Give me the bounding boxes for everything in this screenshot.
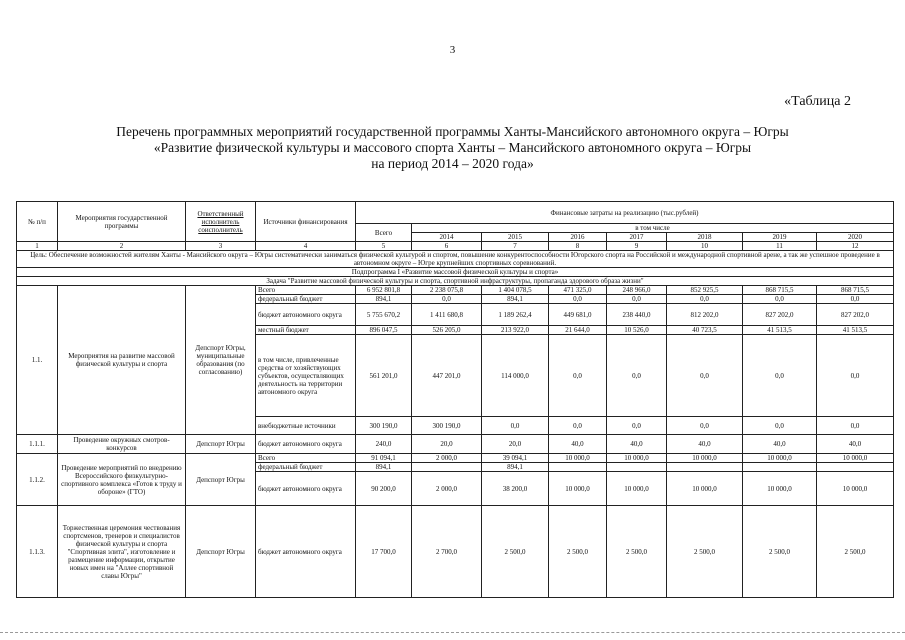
row-num: 1.1.2.: [17, 454, 58, 506]
cell-value: 0,0: [817, 335, 894, 417]
cell-value: 2 238 075,8: [412, 286, 482, 295]
row-name: Проведение мероприятий по внедрению Всероссийского физкультурно-спортивного комплекса «Готов к труду и обороне» (ГТО): [58, 454, 186, 506]
header-year: 2016: [549, 233, 607, 242]
cell-value: 852 925,5: [667, 286, 743, 295]
cell-value: 300 190,0: [412, 417, 482, 435]
cell-value: 2 500,0: [549, 506, 607, 598]
cell-value: 1 411 680,8: [412, 304, 482, 326]
cell-value: 0,0: [549, 417, 607, 435]
row-responsible: Депспорт Югры: [186, 435, 256, 454]
cell-value: 1 404 078,5: [482, 286, 549, 295]
cell-value: 894,1: [482, 295, 549, 304]
cell-total: 90 200,0: [356, 472, 412, 506]
subprogram-row: Подпрограмма I «Развитие массовой физической культуры и спорта»: [17, 268, 894, 277]
table-row: [17, 286, 894, 295]
cell-value: 449 681,0: [549, 304, 607, 326]
cell-value: 40,0: [743, 435, 817, 454]
row-source: бюджет автономного округа: [256, 506, 356, 598]
column-number: 7: [482, 242, 549, 251]
header-year: 2014: [412, 233, 482, 242]
cell-value: 827 202,0: [817, 304, 894, 326]
cell-value: [412, 463, 482, 472]
row-source: внебюджетные источники: [256, 417, 356, 435]
title-line-3: на период 2014 – 2020 года»: [371, 156, 534, 171]
cell-value: [667, 463, 743, 472]
title-line-2: «Развитие физической культуры и массового спорта Ханты – Мансийского автономного округа – Югры: [153, 140, 752, 155]
cell-value: 0,0: [607, 295, 667, 304]
header-year: 2015: [482, 233, 549, 242]
header-including: в том числе: [412, 224, 894, 233]
row-source: в том числе, привлеченные средства от хозяйствующих субъектов, осуществляющих деятельность на территории автономного округа: [256, 335, 356, 417]
column-number: 6: [412, 242, 482, 251]
cell-value: 10 000,0: [607, 454, 667, 463]
cell-value: 0,0: [667, 417, 743, 435]
row-source: федеральный бюджет: [256, 295, 356, 304]
cell-value: 0,0: [667, 335, 743, 417]
cell-total: 896 047,5: [356, 326, 412, 335]
cell-value: 10 526,0: [607, 326, 667, 335]
column-number: 1: [17, 242, 58, 251]
cell-value: 20,0: [412, 435, 482, 454]
cell-value: 2 700,0: [412, 506, 482, 598]
cell-value: 38 200,0: [482, 472, 549, 506]
cell-total: 894,1: [356, 463, 412, 472]
cell-value: 40 723,5: [667, 326, 743, 335]
cell-value: 0,0: [743, 335, 817, 417]
header-measures: Мероприятия государственной программы: [58, 202, 186, 242]
header-responsible-top: Ответственный исполнитель: [197, 209, 244, 226]
cell-value: 2 000,0: [412, 454, 482, 463]
cell-value: 40,0: [549, 435, 607, 454]
cell-value: 868 715,5: [743, 286, 817, 295]
column-number: 4: [256, 242, 356, 251]
cell-value: 41 513,5: [743, 326, 817, 335]
cell-value: 0,0: [549, 295, 607, 304]
cell-value: 868 715,5: [817, 286, 894, 295]
row-name: Торжественная церемония чествования спортсменов, тренеров и специалистов физической культуры и спорта "Спортивная элита", изготовление и размещение информации, открытие новых имен на "Аллее спортивной славы Югры": [58, 506, 186, 598]
cell-value: 0,0: [667, 295, 743, 304]
table-row: [17, 506, 894, 598]
cell-value: [549, 463, 607, 472]
cell-value: 10 000,0: [817, 472, 894, 506]
header-year: 2018: [667, 233, 743, 242]
table-row: [17, 454, 894, 463]
column-number: 11: [743, 242, 817, 251]
row-num: 1.1.1.: [17, 435, 58, 454]
cell-value: 238 440,0: [607, 304, 667, 326]
column-number: 8: [549, 242, 607, 251]
cell-value: 1 189 262,4: [482, 304, 549, 326]
cell-value: 526 205,0: [412, 326, 482, 335]
row-source: бюджет автономного округа: [256, 472, 356, 506]
cell-value: 2 500,0: [743, 506, 817, 598]
program-table-wrapper: [16, 201, 893, 598]
cell-value: 10 000,0: [743, 472, 817, 506]
header-responsible-bottom: соисполнитель: [198, 225, 243, 234]
cell-value: 827 202,0: [743, 304, 817, 326]
program-table: [16, 201, 894, 598]
cell-value: 2 500,0: [482, 506, 549, 598]
row-responsible: Депспорт Югры: [186, 454, 256, 506]
row-source: Всего: [256, 286, 356, 295]
cell-value: 0,0: [743, 417, 817, 435]
cell-value: 2 500,0: [607, 506, 667, 598]
header-finance: Финансовые затраты на реализацию (тыс.рублей): [356, 202, 894, 224]
row-num: 1.1.3.: [17, 506, 58, 598]
row-responsible: Депспорт Югры, муниципальные образования (по согласованию): [186, 286, 256, 435]
cell-total: 17 700,0: [356, 506, 412, 598]
row-source: Всего: [256, 454, 356, 463]
row-name: Мероприятия на развитие массовой физической культуры и спорта: [58, 286, 186, 435]
cell-total: 5 755 670,2: [356, 304, 412, 326]
page-number: 3: [449, 44, 456, 56]
cell-value: 0,0: [817, 295, 894, 304]
title-line-1: Перечень программных мероприятий государственной программы Ханты-Мансийского автономного округа – Югры: [116, 124, 789, 139]
cell-total: 6 952 801,8: [356, 286, 412, 295]
cell-value: 894,1: [482, 463, 549, 472]
cell-value: [743, 463, 817, 472]
cell-total: 561 201,0: [356, 335, 412, 417]
cell-value: 812 202,0: [667, 304, 743, 326]
row-responsible: Депспорт Югры: [186, 506, 256, 598]
row-source: федеральный бюджет: [256, 463, 356, 472]
cell-value: 20,0: [482, 435, 549, 454]
column-number: 12: [817, 242, 894, 251]
table-row: [17, 435, 894, 454]
cell-total: 300 190,0: [356, 417, 412, 435]
cell-value: 10 000,0: [667, 472, 743, 506]
header-sources: Источники финансирования: [256, 202, 356, 242]
header-total: Всего: [356, 224, 412, 242]
cell-value: 10 000,0: [549, 454, 607, 463]
table-label: «Таблица 2: [784, 94, 851, 109]
cell-value: 41 513,5: [817, 326, 894, 335]
cell-value: 2 000,0: [412, 472, 482, 506]
cell-value: 39 094,1: [482, 454, 549, 463]
column-number: 2: [58, 242, 186, 251]
cell-value: 0,0: [549, 335, 607, 417]
header-responsible: [186, 202, 256, 242]
cell-value: 0,0: [607, 417, 667, 435]
cell-value: 2 500,0: [667, 506, 743, 598]
cell-value: 213 922,0: [482, 326, 549, 335]
cell-value: 2 500,0: [817, 506, 894, 598]
column-number: 10: [667, 242, 743, 251]
document-title: [0, 124, 905, 172]
header-year: 2017: [607, 233, 667, 242]
cell-value: 10 000,0: [549, 472, 607, 506]
header-year: 2020: [817, 233, 894, 242]
row-source: бюджет автономного округа: [256, 304, 356, 326]
page-bottom-rule: [0, 632, 905, 633]
header-year: 2019: [743, 233, 817, 242]
cell-value: 447 201,0: [412, 335, 482, 417]
cell-value: [607, 463, 667, 472]
row-source: местный бюджет: [256, 326, 356, 335]
row-source: бюджет автономного округа: [256, 435, 356, 454]
row-name: Проведение окружных смотров-конкурсов: [58, 435, 186, 454]
cell-value: 10 000,0: [743, 454, 817, 463]
cell-value: [817, 463, 894, 472]
goal-row: Цель: Обеспечение возможностей жителям Ханты - Мансийского округа – Югры систематически заниматься физической культурой и спортом, повышение конкурентоспособности Югорского спорта на Российской и международной спортивной арене, а так же успешное проведение в автономном округе – Югре крупнейших спортивных соревнований.: [17, 251, 894, 268]
cell-value: 0,0: [412, 295, 482, 304]
cell-value: 0,0: [607, 335, 667, 417]
column-number: 9: [607, 242, 667, 251]
header-num: № п/п: [17, 202, 58, 242]
cell-value: 248 966,0: [607, 286, 667, 295]
cell-total: 894,1: [356, 295, 412, 304]
cell-value: 40,0: [817, 435, 894, 454]
cell-value: 10 000,0: [817, 454, 894, 463]
cell-value: 0,0: [817, 417, 894, 435]
column-number: 5: [356, 242, 412, 251]
task-row: Задача "Развитие массовой физической культуры и спорта, спортивной инфраструктуры, пропаганда здорового образа жизни": [17, 277, 894, 286]
cell-value: 0,0: [482, 417, 549, 435]
cell-value: 114 000,0: [482, 335, 549, 417]
cell-total: 240,0: [356, 435, 412, 454]
cell-value: 10 000,0: [607, 472, 667, 506]
cell-value: 10 000,0: [667, 454, 743, 463]
row-num: 1.1.: [17, 286, 58, 435]
cell-value: 40,0: [607, 435, 667, 454]
cell-total: 91 094,1: [356, 454, 412, 463]
cell-value: 21 644,0: [549, 326, 607, 335]
cell-value: 471 325,0: [549, 286, 607, 295]
cell-value: 0,0: [743, 295, 817, 304]
cell-value: 40,0: [667, 435, 743, 454]
column-number: 3: [186, 242, 256, 251]
